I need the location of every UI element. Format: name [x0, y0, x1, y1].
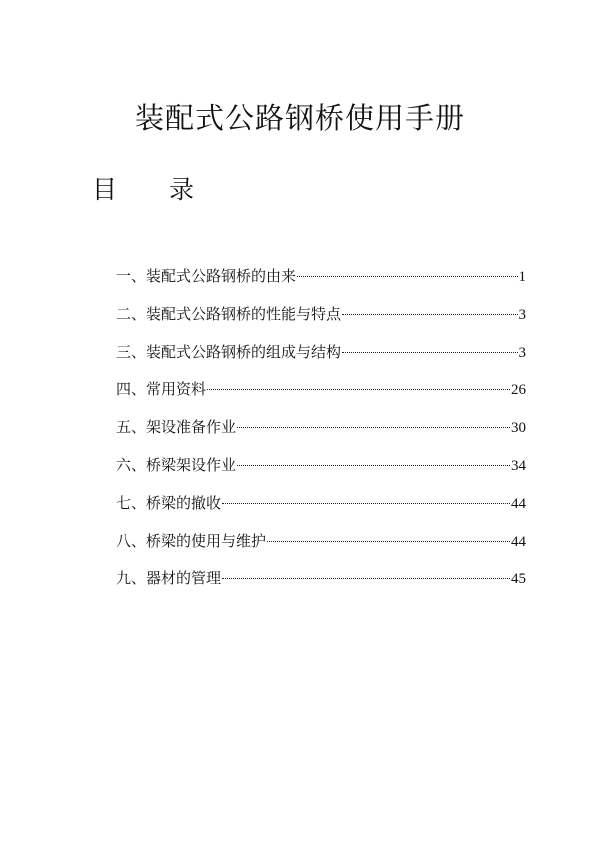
document-title: 装配式公路钢桥使用手册 — [134, 101, 465, 135]
toc-entry-label: 九、器材的管理 — [116, 569, 222, 588]
toc-entry-label: 七、桥梁的撤收 — [116, 493, 222, 512]
toc-dot-leader — [222, 578, 510, 579]
toc-dot-leader — [297, 276, 517, 277]
toc-entry[interactable] — [116, 262, 526, 300]
toc-dot-leader — [237, 465, 510, 466]
toc-dot-leader — [207, 389, 510, 390]
toc-entry-page: 30 — [511, 420, 526, 437]
toc-entry-label: 三、装配式公路钢桥的组成与结构 — [116, 342, 342, 361]
toc-entry[interactable] — [116, 375, 526, 413]
toc-dot-leader — [342, 314, 517, 315]
toc-entry-label: 八、桥梁的使用与维护 — [116, 531, 267, 550]
toc-entry[interactable] — [116, 527, 526, 565]
toc-dot-leader — [267, 541, 510, 542]
toc-entry-page: 44 — [511, 495, 526, 512]
toc-entry-label: 一、装配式公路钢桥的由来 — [116, 267, 297, 285]
toc-entry-page: 45 — [511, 571, 526, 588]
toc-entry[interactable] — [116, 300, 526, 338]
toc-entry-page: 1 — [518, 269, 526, 285]
toc-entry-label: 二、装配式公路钢桥的性能与特点 — [116, 304, 342, 323]
toc-dot-leader — [222, 503, 510, 504]
toc-entry-page: 44 — [511, 533, 526, 550]
toc-entry[interactable] — [116, 413, 526, 451]
toc-entry[interactable] — [116, 564, 526, 602]
toc-dot-leader — [237, 427, 510, 428]
toc-dot-leader — [342, 352, 517, 353]
toc-entry[interactable] — [116, 338, 526, 376]
table-of-contents — [116, 262, 526, 602]
toc-entry-label: 六、桥梁架设作业 — [116, 455, 237, 474]
toc-entry-page: 3 — [518, 306, 526, 323]
toc-entry-page: 3 — [518, 344, 526, 361]
toc-entry-page: 34 — [511, 457, 526, 474]
toc-heading: 目 录 — [92, 175, 216, 204]
toc-entry[interactable] — [116, 451, 526, 489]
toc-entry-page: 26 — [511, 382, 526, 399]
toc-entry-label: 五、架设准备作业 — [116, 418, 237, 437]
toc-entry[interactable] — [116, 489, 526, 527]
toc-entry-label: 四、常用资料 — [116, 380, 207, 399]
